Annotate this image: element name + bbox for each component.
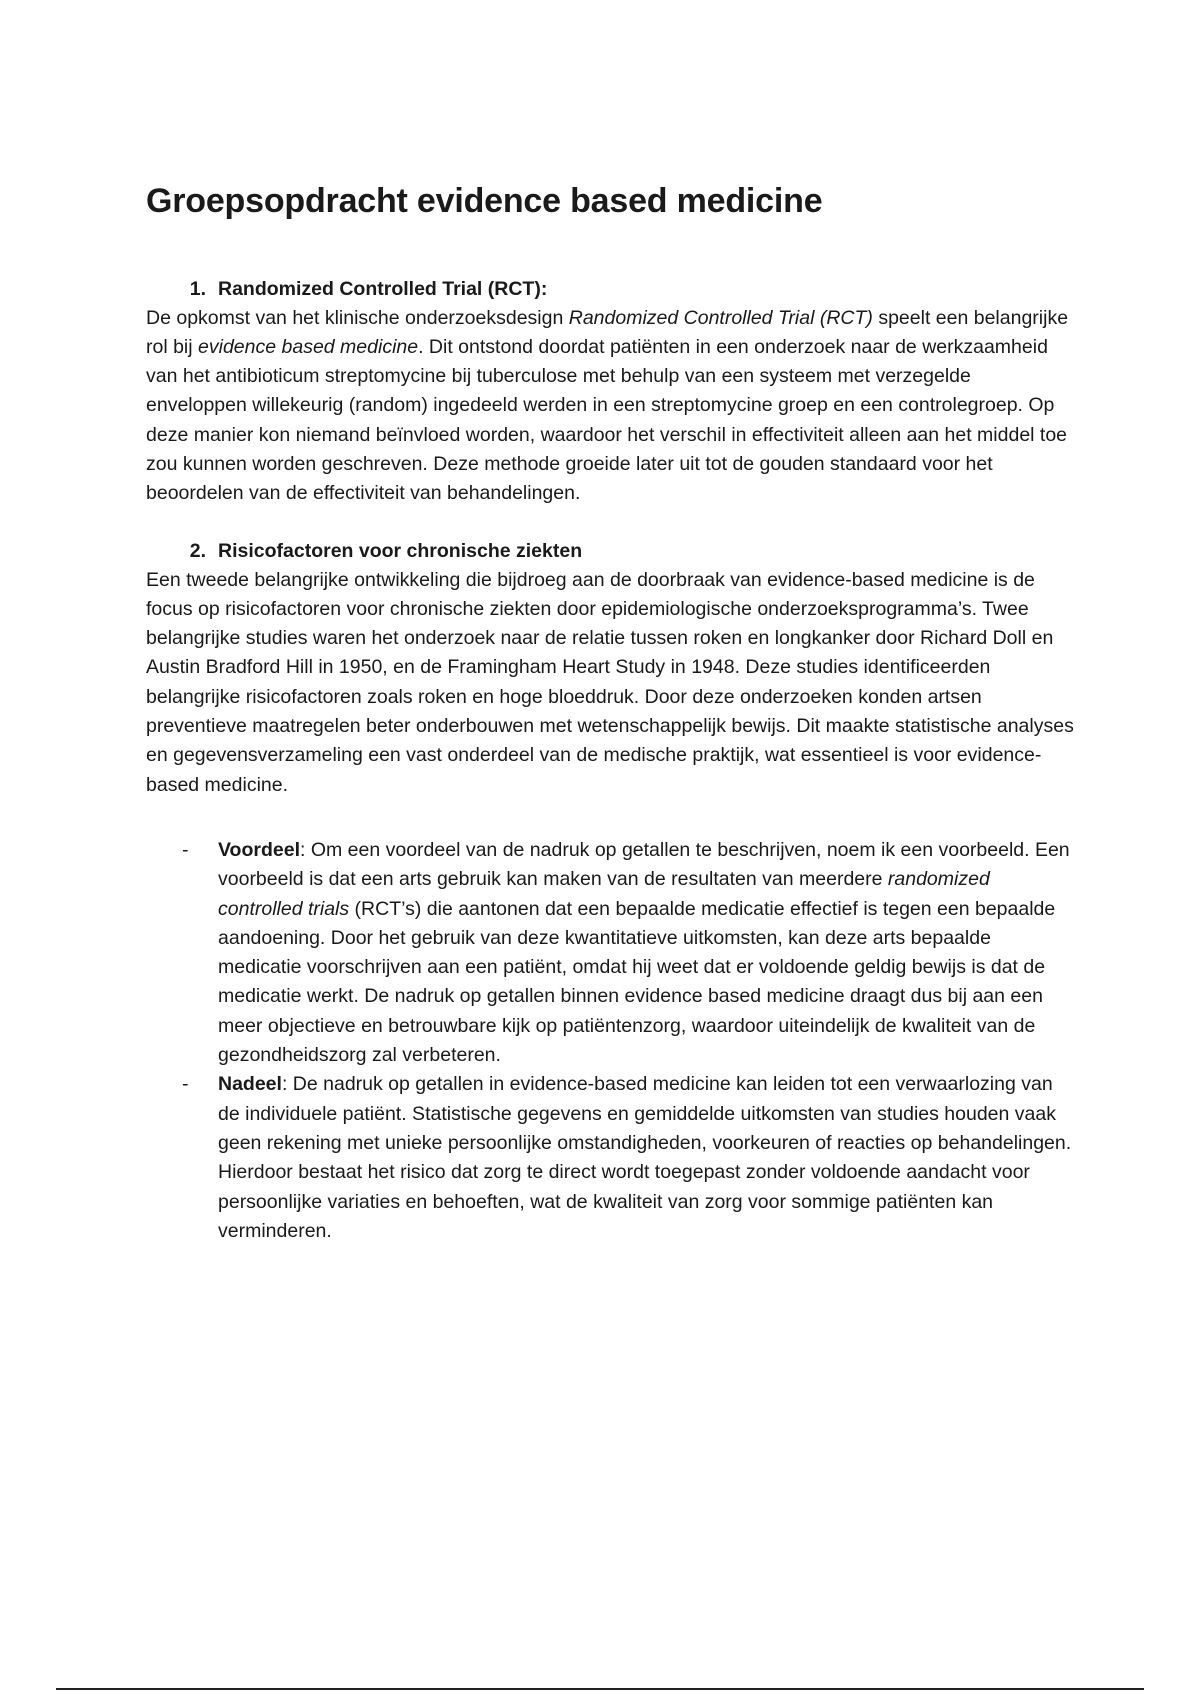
section-paragraph (146, 304, 1076, 509)
section-heading (146, 537, 1076, 566)
section-heading-text: Risicofactoren voor chronische ziekten (218, 539, 583, 562)
section-number: 2. (189, 539, 206, 562)
bullet-content (218, 836, 1076, 1070)
text-run: (RCT’s) die aantonen dat een bepaalde medicatie effectief is tegen een bepaalde aandoening. Door het gebruik van deze kwantitatieve uitkomsten, kan deze arts bepaalde medicatie voorschrijven aan een patiënt, omdat hij weet dat er voldoende geldig bewijs is dat de medicatie werkt. De nadruk op getallen binnen evidence based medicine draagt dus bij aan een meer objectieve en betrouwbare kijk op patiëntenzorg, waardoor uiteindelijk de kwaliteit van de gezondheidszorg zal verbeteren. (218, 897, 1056, 1067)
bullet-content (218, 1070, 1076, 1246)
list-item-advantage (146, 836, 1076, 1070)
bullet-dash: - (182, 838, 189, 861)
text-run: De opkomst van het klinische onderzoeksdesign (146, 306, 569, 329)
document-title: Groepsopdracht evidence based medicine (146, 182, 823, 220)
document-page (146, 180, 1076, 1246)
section-paragraph: Een tweede belangrijke ontwikkeling die bijdroeg aan de doorbraak van evidence-based medicine is de focus op risicofactoren voor chronische ziekten door epidemiologische onderzoeksprogramma’s. Twee belangrijke studies waren het onderzoek naar de relatie tussen roken en longkanker door Richard Doll en Austin Bradford Hill in 1950, en de Framingham Heart Study in 1948. Deze studies identificeerden belangrijke risicofactoren zoals roken en hoge bloeddruk. Door deze onderzoeken konden artsen preventieve maatregelen beter onderbouwen met wetenschappelijk bewijs. Dit maakte statistische analyses en gegevensverzameling een vast onderdeel van de medische praktijk, wat essentieel is voor evidence-based medicine. (146, 568, 1074, 796)
section-rct (146, 275, 1076, 509)
list-item-disadvantage (146, 1070, 1076, 1246)
bullet-dash: - (182, 1073, 189, 1096)
text-run: : Om een voordeel van de nadruk op getallen te beschrijven, noem ik een voorbeeld. Een voorbeeld is dat een arts gebruik kan maken van de resultaten van meerdere (218, 838, 1070, 891)
section-risk-factors (146, 537, 1076, 800)
section-heading-text: Randomized Controlled Trial (RCT): (218, 277, 548, 300)
text-run: : De nadruk op getallen in evidence-based medicine kan leiden tot een verwaarlozing van de individuele patiënt. Statistische gegevens en gemiddelde uitkomsten van studies houden vaak geen rekening met unieke persoonlijke omstandigheden, voorkeuren of reacties op behandelingen. Hierdoor bestaat het risico dat zorg te direct wordt toegepast zonder voldoende aandacht voor persoonlijke variaties en behoeften, wat de kwaliteit van zorg voor sommige patiënten kan verminderen. (218, 1073, 1072, 1242)
text-run: speelt een belangrijke rol bij (146, 306, 1069, 358)
page-bottom-rule (56, 1688, 1144, 1690)
text-run: . Dit ontstond doordat patiënten in een onderzoek naar de werkzaamheid van het antibioticum streptomycine bij tuberculose met behulp van een systeem met verzegelde enveloppen willekeurig (random) ingedeeld werden in een streptomycine groep en een controlegroep. Op deze manier kon niemand beïnvloed worden, waardoor het verschil in effectiviteit alleen aan het middel toe zou kunnen worden geschreven. Deze methode groeide later uit tot de gouden standaard voor het beoordelen van de effectiviteit van behandelingen. (146, 335, 1068, 505)
section-number: 1. (189, 277, 206, 300)
section-heading (146, 275, 1076, 304)
bullet-list (146, 836, 1076, 1246)
italic-term: randomized controlled trials (218, 868, 990, 920)
bullet-label: Voordeel (218, 838, 300, 861)
italic-term: evidence based medicine (198, 335, 419, 358)
italic-term: Randomized Controlled Trial (RCT) (568, 306, 873, 329)
bullet-label: Nadeel (218, 1073, 282, 1096)
